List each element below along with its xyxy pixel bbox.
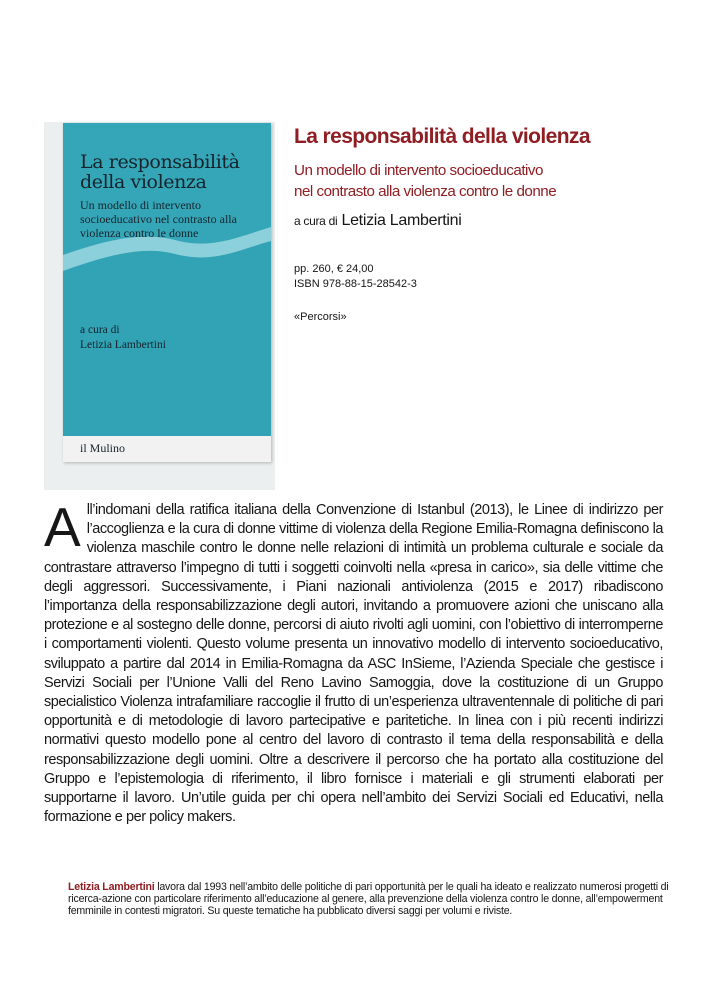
book-description bbox=[44, 496, 663, 827]
book-cover bbox=[63, 123, 271, 462]
bio-author-name: Letizia Lambertini bbox=[68, 881, 155, 893]
drop-cap: A bbox=[44, 496, 81, 558]
book-subtitle-line-1: Un modello di intervento socioeducativo bbox=[294, 162, 543, 179]
pages-price: pp. 260, € 24,00 bbox=[294, 263, 374, 275]
book-subtitle bbox=[294, 160, 594, 202]
cover-publisher-band bbox=[63, 436, 271, 462]
cover-curator-name: Letizia Lambertini bbox=[80, 339, 166, 351]
cover-subtitle: Un modello di intervento socioeducativo nel contrasto alla violenza contro le donne bbox=[80, 198, 237, 240]
author-bio bbox=[68, 881, 671, 918]
cover-title: La responsabilità della violenza bbox=[80, 151, 240, 193]
cover-curator bbox=[80, 323, 166, 353]
series-name: «Percorsi» bbox=[294, 311, 347, 323]
book-subtitle-line-2: nel contrasto alla violenza contro le donne bbox=[294, 183, 557, 200]
curator-line bbox=[294, 212, 461, 230]
isbn: ISBN 978-88-15-28542-3 bbox=[294, 278, 417, 290]
book-meta bbox=[294, 262, 417, 292]
bio-text: lavora dal 1993 nell’ambito delle politiche di pari opportunità per le quali ha ideato e realizzato numerosi progetti di ricerca-azione con particolare riferimento all’educazione al genere, alla prevenzione della violenza contro le donne, all’empowerment femminile in contesti migratori. Su queste tematiche ha pubblicato diversi saggi per volumi e riviste. bbox=[68, 881, 669, 918]
curator-name: Letizia Lambertini bbox=[341, 212, 462, 229]
description-text: ll’indomani della ratifica italiana della Convenzione di Istanbul (2013), le Linee di indirizzo per l’accoglienza e la cura di donne vittime di violenza della Regione Emilia-Romagna definiscono la violenza maschile contro le donne nelle relazioni di intimità un problema culturale e sociale da contrastare attraverso l’impegno di tutti i soggetti coinvolti nella «presa in carico», sia delle vittime che degli aggressori. Successivamente, i Piani nazionali antiviolenza (2015 e 2017) ribadiscono l’importanza della responsabilizzazione degli autori, invitando a promuovere azioni che uniscano alla protezione e al sostegno delle donne, percorsi di aiuto rivolti agli uomini, con l’obiettivo di interromperne i comportamenti violenti. Questo volume presenta un innovativo modello di intervento socioeducativo, sviluppato a partire dal 2014 in Emilia-Romagna da ASC InSieme, l’Azienda Speciale che gestisce i Servizi Sociali per l’Unione Valli del Reno Lavino Samoggia, dove la costituzione di un Gruppo specialistico Violenza intrafamiliare raccoglie il frutto di un’esperienza ultraventennale di politiche di pari opportunità e di metodologie di lavoro partecipative e paritetiche. In linea con i più recenti indirizzi normativi questo modello pone al centro del lavoro di contrasto il tema della responsabilità e della responsabilizzazione degli uomini. Oltre a descrivere il percorso che ha portato alla costituzione del Gruppo e l’epistemologia di riferimento, il libro fornisce i materiali e gli strumenti elaborati per supportarne il lavoro. Un’utile guida per chi opera nell’ambito dei Servizi Sociali ed Educativi, nella formazione e per policy makers. bbox=[44, 502, 663, 826]
cover-publisher: il Mulino bbox=[80, 441, 126, 455]
cover-curator-prefix: a cura di bbox=[80, 324, 120, 336]
book-title: La responsabilità della violenza bbox=[294, 125, 590, 148]
curator-prefix: a cura di bbox=[294, 214, 338, 228]
